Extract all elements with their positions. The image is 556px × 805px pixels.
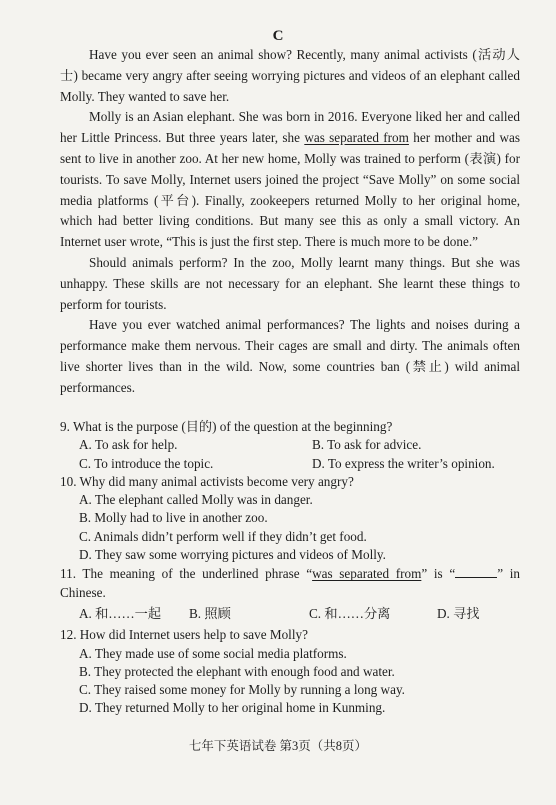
answer-blank <box>455 564 497 578</box>
passage-paragraph-3: Should animals perform? In the zoo, Molly learnt many things. But she was unhappy. These skills are not necessary for an elephant. She learnt these things to perform for tourists. <box>60 254 520 312</box>
question-12-option-a: A. They made use of some social media platforms. <box>79 645 347 661</box>
q11-text-before: 11. The meaning of the underlined phrase “ <box>60 566 313 582</box>
question-11-option-d: D. 寻找 <box>437 605 480 621</box>
q11-text-middle: ” is “ <box>421 566 456 582</box>
question-12-option-b: B. They protected the elephant with enough food and water. <box>79 663 395 679</box>
question-9-option-a: A. To ask for help. <box>79 437 178 453</box>
underlined-phrase: was separated from <box>304 130 409 146</box>
question-11-stem <box>60 564 520 602</box>
question-11-option-c: C. 和……分离 <box>309 605 391 621</box>
question-11-option-a: A. 和……一起 <box>79 605 162 621</box>
section-title: C <box>272 28 284 44</box>
question-12-option-c: C. They raised some money for Molly by running a long way. <box>79 682 405 698</box>
p2-text-after: her mother and was sent to live in another zoo. At her new home, Molly was trained to perform (表演) for tourists. To save Molly, Internet users joined the project “Save Molly” on some social media platforms (平台). Finally, zookeepers returned Molly to her original home, which had better living conditions. But many see this as only a small victory. An Internet user wrote, “This is just the first step. There is much more to be done.” <box>60 130 520 250</box>
page-footer: 七年下英语试卷 第3页（共8页） <box>188 739 368 753</box>
question-9-option-c: C. To introduce the topic. <box>79 455 214 471</box>
passage-paragraph-1: Have you ever seen an animal show? Recently, many animal activists (活动人士) became very angry after seeing worrying pictures and videos of an elephant called Molly. They wanted to save her. <box>60 47 520 104</box>
passage-paragraph-4: Have you ever watched animal performances? The lights and noises during a performance make them nervous. Their cages are small and dirty. The animals often live shorter lives than in the wild. Now, some countries ban (禁止) wild animal performances. <box>60 317 520 395</box>
question-9-option-b: B. To ask for advice. <box>312 437 422 453</box>
question-12-option-d: D. They returned Molly to her original home in Kunming. <box>79 700 386 716</box>
question-10-option-d: D. They saw some worrying pictures and videos of Molly. <box>79 547 386 563</box>
question-9-options-row-2 <box>79 455 520 473</box>
question-9-option-d: D. To express the writer’s opinion. <box>312 455 495 471</box>
question-10-option-a: A. The elephant called Molly was in danger. <box>79 492 313 508</box>
p2-text-before: Molly is an Asian elephant. She was born in 2016. Everyone liked her and called her Little Princess. But three years later, she <box>60 109 520 146</box>
question-list <box>60 418 520 718</box>
question-11-option-b: B. 照顾 <box>189 605 231 621</box>
question-10-option-c: C. Animals didn’t perform well if they didn’t get food. <box>79 528 367 544</box>
question-12-stem: 12. How did Internet users help to save Molly? <box>60 627 308 643</box>
question-9-options-row-1 <box>79 436 520 454</box>
q11-underlined-phrase: was separated from <box>312 566 422 582</box>
question-11-options <box>79 605 520 623</box>
question-10-stem: 10. Why did many animal activists become very angry? <box>60 473 354 489</box>
reading-passage <box>60 45 520 399</box>
passage-paragraph-2 <box>60 107 520 253</box>
question-10-option-b: B. Molly had to live in another zoo. <box>79 510 268 526</box>
question-9-stem: 9. What is the purpose (目的) of the question at the beginning? <box>60 419 393 434</box>
q11-text-after: ” in Chinese. <box>60 566 520 600</box>
